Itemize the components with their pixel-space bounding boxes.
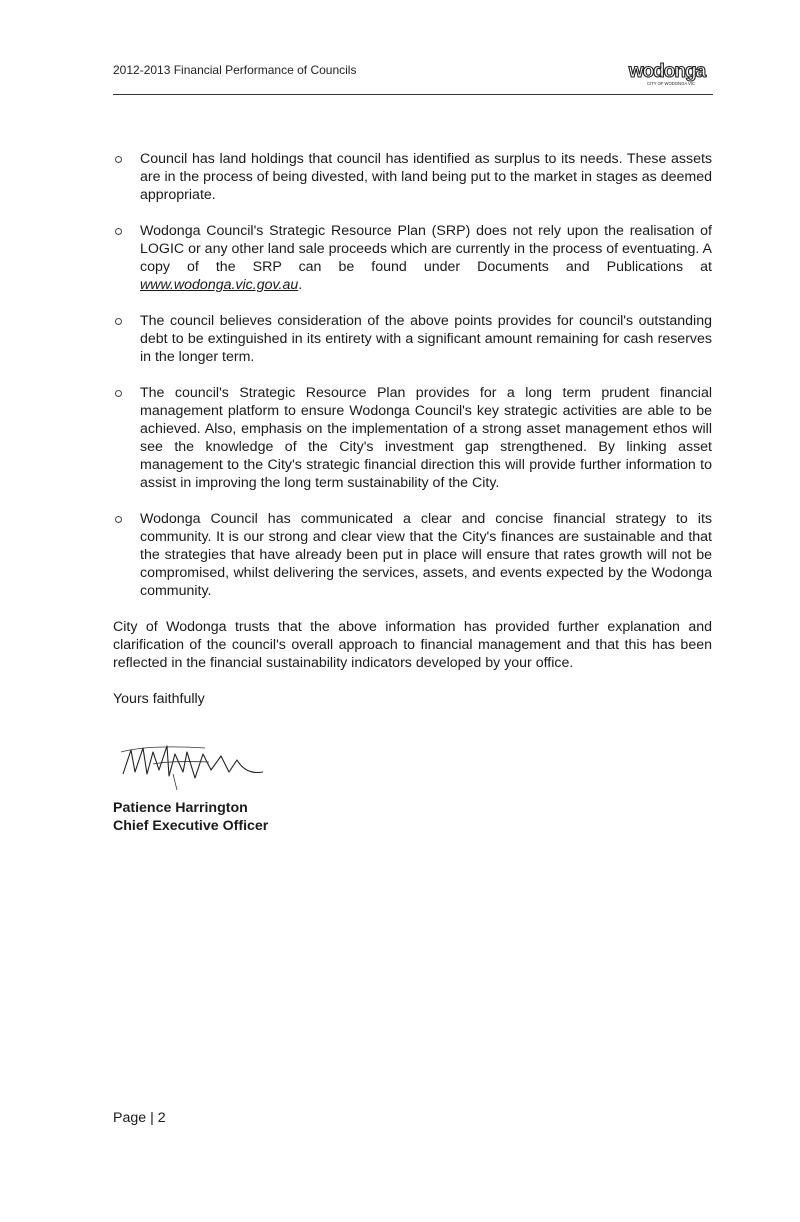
list-item xyxy=(113,312,712,366)
bullet-icon xyxy=(115,228,122,235)
bullet-icon xyxy=(115,318,122,325)
letter-body xyxy=(113,150,712,835)
conclusion-paragraph: City of Wodonga trusts that the above information has provided further explanation and clarification of the council's overall approach to financial management and that this has been reflected in the financial sustainability indicators developed by your office. xyxy=(113,619,712,671)
list-item xyxy=(113,222,712,294)
website-link[interactable]: www.wodonga.vic.gov.au xyxy=(140,277,299,293)
bullet-text: Wodonga Council has communicated a clear and concise financial strategy to its community. It is our strong and clear view that the City's finances are sustainable and that the strategies that have already been put in place will ensure that rates growth will not be compromised, whilst delivering the services, assets, and events expected by the Wodonga community. xyxy=(140,511,712,599)
header-title: 2012-2013 Financial Performance of Councils xyxy=(113,63,357,77)
bullet-text: The council's Strategic Resource Plan provides for a long term prudent financial management platform to ensure Wodonga Council's key strategic activities are able to be achieved. Also, emphasis on the implementation of a strong asset management ethos will see the knowledge of the City's investment gap strengthened. By linking asset management to the City's strategic financial direction this will provide further information to assist in improving the long term sustainability of the City. xyxy=(140,385,712,491)
page-number: Page | 2 xyxy=(113,1110,166,1126)
bullet-icon xyxy=(115,156,122,163)
signatory-name: Patience Harrington xyxy=(113,800,248,816)
logo-wordmark: wodonga xyxy=(628,61,706,82)
list-item xyxy=(113,384,712,492)
bullet-text: The council believes consideration of the above points provides for council's outstanding debt to be extinguished in its entirety with a significant amount remaining for cash reserves in the longer term. xyxy=(140,313,712,365)
list-item xyxy=(113,150,712,204)
list-item xyxy=(113,510,712,600)
closing-salutation: Yours faithfully xyxy=(113,691,205,707)
header-rule xyxy=(113,94,713,95)
bullet-text: Wodonga Council's Strategic Resource Plan (SRP) does not rely upon the realisation of LOGIC or any other land sale proceeds which are currently in the process of eventuating. A copy of the SRP can be found under Documents and Publications at xyxy=(140,223,712,275)
logo-subtext: CITY OF WODONGA VIC xyxy=(646,81,696,86)
bullet-list xyxy=(113,150,712,600)
bullet-text-end: . xyxy=(298,277,303,293)
bullet-text: Council has land holdings that council has identified as surplus to its needs. These assets are in the process of being divested, with land being put to the market in stages as deemed appropriate. xyxy=(140,151,712,203)
bullet-icon xyxy=(115,390,122,397)
handwritten-signature xyxy=(113,734,283,794)
wodonga-logo xyxy=(621,58,713,88)
signatory-title: Chief Executive Officer xyxy=(113,818,269,834)
page-header xyxy=(113,58,713,98)
bullet-icon xyxy=(115,516,122,523)
